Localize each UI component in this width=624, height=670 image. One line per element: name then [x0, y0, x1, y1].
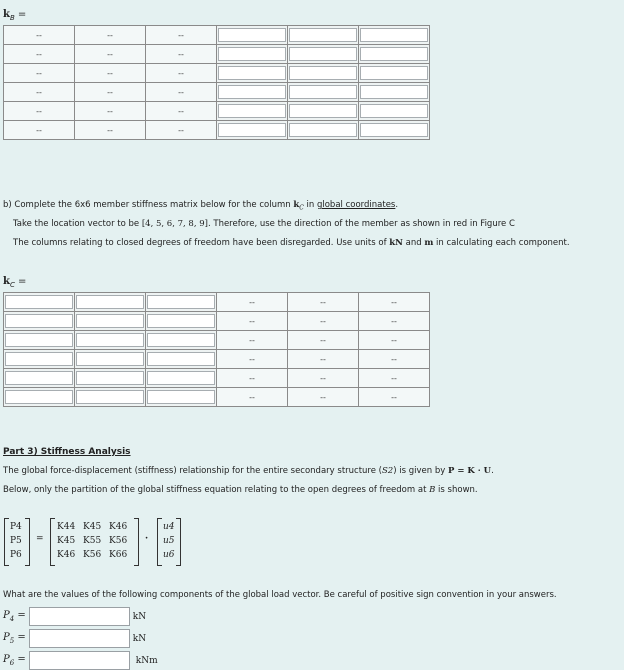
matrix-dash-cell: --: [75, 83, 146, 102]
matrix-dash-cell: --: [288, 350, 359, 369]
matrix-dash-cell: --: [288, 388, 359, 407]
matrix-entry-input[interactable]: [289, 104, 357, 118]
matrix-input-cell: [75, 293, 146, 312]
matrix-input-cell: [217, 64, 288, 83]
matrix-input-cell: [288, 83, 359, 102]
matrix-entry-input[interactable]: [360, 28, 428, 42]
matrix-entry-input[interactable]: [147, 333, 215, 347]
matrix-dash-cell: --: [4, 26, 75, 45]
matrix-entry-input[interactable]: [76, 333, 144, 347]
matrix-row: [4, 369, 430, 388]
k-bracket-left: [50, 518, 55, 566]
matrix-dash-cell: --: [217, 331, 288, 350]
p4-input[interactable]: [29, 607, 130, 626]
matrix-dash-cell: --: [359, 293, 430, 312]
matrix-dash-cell: --: [217, 388, 288, 407]
equals-sign: =: [36, 534, 44, 544]
matrix-dash-cell: --: [75, 64, 146, 83]
matrix-input-cell: [146, 312, 217, 331]
matrix-input-cell: [359, 45, 430, 64]
matrix-input-cell: [4, 369, 75, 388]
u-bracket-left: [157, 518, 162, 566]
matrix-dash-cell: --: [217, 312, 288, 331]
matrix-input-cell: [217, 102, 288, 121]
matrix-row: [4, 121, 430, 140]
matrix-dash-cell: --: [4, 83, 75, 102]
answer-row-p5: [3, 629, 146, 648]
matrix-entry-input[interactable]: [5, 371, 73, 385]
matrix-input-cell: [217, 26, 288, 45]
matrix-dash-cell: --: [146, 102, 217, 121]
part3-question: What are the values of the following components of the global load vector. Be careful of positive sign convention in your answers.: [3, 590, 557, 600]
p6-label: $P_6$ =: [3, 654, 26, 667]
matrix-entry-input[interactable]: [218, 104, 286, 118]
p5-entry: P5: [10, 536, 22, 546]
matrix-dash-cell: --: [217, 350, 288, 369]
matrix-dash-cell: --: [146, 64, 217, 83]
matrix-entry-input[interactable]: [218, 47, 286, 61]
matrix-dash-cell: --: [359, 312, 430, 331]
kb-matrix: [3, 25, 430, 140]
matrix-entry-input[interactable]: [76, 295, 144, 309]
matrix-entry-input[interactable]: [5, 314, 73, 328]
matrix-input-cell: [75, 388, 146, 407]
matrix-dash-cell: --: [4, 121, 75, 140]
matrix-input-cell: [4, 350, 75, 369]
matrix-row: [4, 64, 430, 83]
u-bracket-right: [176, 518, 181, 566]
p6-entry: P6: [10, 550, 22, 560]
matrix-dash-cell: --: [359, 388, 430, 407]
partb-intro: b) Complete the 6x6 member stiffness matrix below for the column $k_C$ in global coordinates.: [3, 200, 399, 212]
matrix-input-cell: [146, 350, 217, 369]
matrix-entry-input[interactable]: [76, 314, 144, 328]
matrix-entry-input[interactable]: [218, 85, 286, 99]
matrix-input-cell: [4, 312, 75, 331]
matrix-dash-cell: --: [4, 102, 75, 121]
matrix-dash-cell: --: [217, 293, 288, 312]
matrix-dash-cell: --: [4, 45, 75, 64]
matrix-input-cell: [4, 331, 75, 350]
matrix-row: [4, 83, 430, 102]
matrix-entry-input[interactable]: [5, 333, 73, 347]
p4-entry: P4: [10, 522, 22, 532]
matrix-entry-input[interactable]: [5, 352, 73, 366]
dot-operator: ·: [145, 534, 149, 544]
matrix-input-cell: [288, 26, 359, 45]
matrix-dash-cell: --: [359, 331, 430, 350]
matrix-input-cell: [75, 312, 146, 331]
p6-unit: kNm: [135, 655, 158, 666]
p5-label: $P_5$ =: [3, 632, 26, 645]
p-bracket-right: [25, 518, 30, 566]
matrix-entry-input[interactable]: [147, 314, 215, 328]
partb-units: The columns relating to closed degrees of freedom have been disregarded. Use units of kN and m in calculating each component.: [13, 238, 570, 248]
matrix-dash-cell: --: [75, 26, 146, 45]
matrix-entry-input[interactable]: [360, 66, 428, 80]
k-matrix: K44 K45 K46 K45 K55 K56 K46 K56 K66: [57, 522, 128, 560]
matrix-entry-input[interactable]: [5, 390, 73, 404]
matrix-entry-input[interactable]: [5, 295, 73, 309]
p5-unit: kN: [132, 633, 147, 644]
partb-location: Take the location vector to be [4, 5, 6, 7, 8, 9]. Therefore, use the direction of the member as shown in red in Figure C: [13, 219, 515, 229]
matrix-entry-input[interactable]: [218, 28, 286, 42]
p-vector: [10, 520, 22, 562]
matrix-input-cell: [75, 331, 146, 350]
matrix-entry-input[interactable]: [147, 390, 215, 404]
matrix-dash-cell: --: [288, 369, 359, 388]
matrix-entry-input[interactable]: [360, 47, 428, 61]
matrix-dash-cell: --: [217, 369, 288, 388]
matrix-dash-cell: --: [359, 350, 430, 369]
matrix-row: [4, 45, 430, 64]
matrix-input-cell: [359, 102, 430, 121]
kb-label: $k_B$ =: [3, 9, 27, 22]
matrix-dash-cell: --: [288, 312, 359, 331]
matrix-entry-input[interactable]: [218, 66, 286, 80]
matrix-dash-cell: --: [288, 293, 359, 312]
p4-label: $P_4$ =: [3, 610, 26, 623]
matrix-input-cell: [359, 83, 430, 102]
matrix-entry-input[interactable]: [360, 123, 428, 137]
matrix-input-cell: [359, 121, 430, 140]
matrix-entry-input[interactable]: [360, 104, 428, 118]
matrix-entry-input[interactable]: [76, 371, 144, 385]
matrix-entry-input[interactable]: [289, 28, 357, 42]
matrix-entry-input[interactable]: [360, 85, 428, 99]
matrix-input-cell: [359, 64, 430, 83]
matrix-dash-cell: --: [146, 26, 217, 45]
matrix-row: [4, 102, 430, 121]
matrix-input-cell: [288, 45, 359, 64]
matrix-entry-input[interactable]: [147, 295, 215, 309]
matrix-dash-cell: --: [288, 331, 359, 350]
matrix-input-cell: [4, 388, 75, 407]
matrix-entry-input[interactable]: [76, 390, 144, 404]
p6-input[interactable]: [29, 651, 130, 670]
part3-heading: Part 3) Stiffness Analysis: [3, 447, 131, 457]
k-bracket-right: [134, 518, 139, 566]
matrix-entry-input[interactable]: [147, 352, 215, 366]
matrix-entry-input[interactable]: [289, 85, 357, 99]
matrix-dash-cell: --: [146, 83, 217, 102]
matrix-row: [4, 26, 430, 45]
matrix-row: [4, 331, 430, 350]
p-bracket-left: [4, 518, 9, 566]
matrix-row: [4, 350, 430, 369]
kc-matrix: [3, 292, 430, 407]
matrix-input-cell: [288, 64, 359, 83]
matrix-entry-input[interactable]: [289, 47, 357, 61]
p5-input[interactable]: [29, 629, 130, 648]
matrix-input-cell: [146, 369, 217, 388]
kc-label: $k_C$ =: [3, 276, 27, 289]
matrix-entry-input[interactable]: [147, 371, 215, 385]
matrix-input-cell: [4, 293, 75, 312]
matrix-dash-cell: --: [359, 369, 430, 388]
matrix-dash-cell: --: [4, 64, 75, 83]
global-coordinates-link: global coordinates: [316, 200, 396, 210]
matrix-input-cell: [75, 369, 146, 388]
answer-row-p4: [3, 607, 146, 626]
u-vector: u4 u5 u6: [163, 522, 175, 560]
matrix-dash-cell: --: [146, 121, 217, 140]
matrix-entry-input[interactable]: [76, 352, 144, 366]
matrix-input-cell: [288, 102, 359, 121]
matrix-row: [4, 388, 430, 407]
matrix-input-cell: [359, 26, 430, 45]
matrix-dash-cell: --: [75, 102, 146, 121]
matrix-dash-cell: --: [146, 45, 217, 64]
matrix-entry-input[interactable]: [289, 123, 357, 137]
matrix-input-cell: [288, 121, 359, 140]
matrix-dash-cell: --: [75, 121, 146, 140]
matrix-input-cell: [217, 83, 288, 102]
part3-sentence1: The global force-displacement (stiffness) relationship for the entire secondary structure (S2) is given by P = K · U.: [3, 466, 494, 476]
matrix-input-cell: [217, 121, 288, 140]
part3-sentence2: Below, only the partition of the global stiffness equation relating to the open degrees of freedom at B is shown.: [3, 485, 478, 495]
matrix-row: [4, 293, 430, 312]
matrix-input-cell: [217, 45, 288, 64]
matrix-row: [4, 312, 430, 331]
matrix-input-cell: [146, 388, 217, 407]
matrix-entry-input[interactable]: [218, 123, 286, 137]
matrix-entry-input[interactable]: [289, 66, 357, 80]
answer-row-p6: [3, 651, 158, 670]
matrix-dash-cell: --: [75, 45, 146, 64]
matrix-input-cell: [146, 331, 217, 350]
matrix-input-cell: [146, 293, 217, 312]
p4-unit: kN: [132, 611, 147, 622]
matrix-input-cell: [75, 350, 146, 369]
